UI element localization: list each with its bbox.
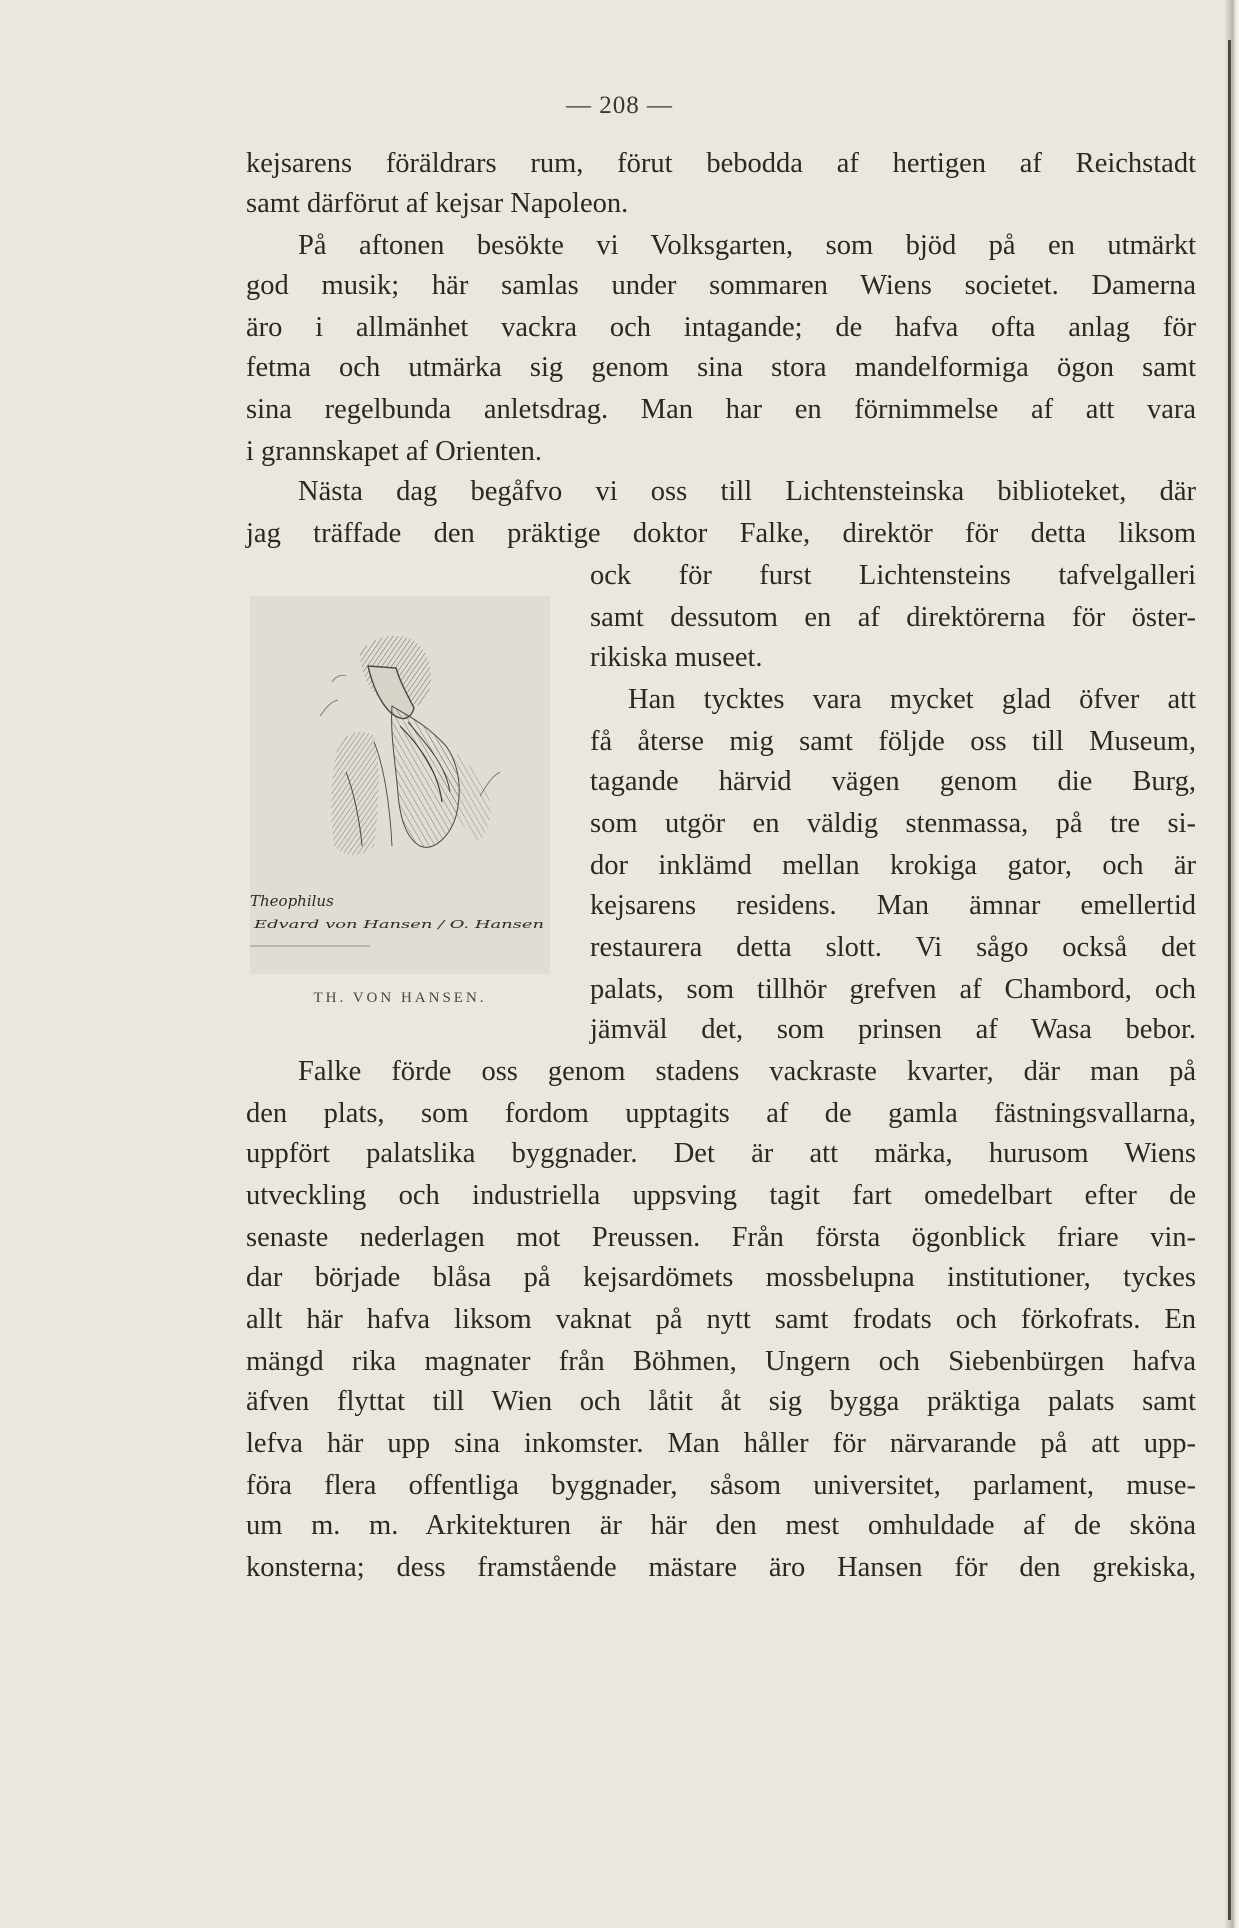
signature-line-1: Theophilus	[250, 892, 334, 910]
text-line: palats, som tillhör grefven af Chambord, och	[590, 974, 1196, 1005]
text-line: um m. m. Arkitekturen är här den mest omhuldade af de sköna	[246, 1510, 1196, 1541]
text-line: sina regelbunda anletsdrag. Man har en förnimmelse af att vara	[246, 394, 1196, 425]
text-line: få återse mig samt följde oss till Museum,	[590, 726, 1196, 757]
text-line: mängd rika magnater från Böhmen, Ungern och Siebenbürgen hafva	[246, 1346, 1196, 1377]
text-line: konsterna; dess framstående mästare äro Hansen för den grekiska,	[246, 1552, 1196, 1583]
text-line: föra flera offentliga byggnader, såsom universitet, parlament, muse-	[246, 1470, 1196, 1501]
text-line: fetma och utmärka sig genom sina stora mandelformiga ögon samt	[246, 352, 1196, 383]
text-line: samt dessutom en af direktörerna för öster-	[590, 602, 1196, 633]
text-line: lefva här upp sina inkomster. Man håller för närvarande på att upp-	[246, 1428, 1196, 1459]
text-line: På aftonen besökte vi Volksgarten, som bjöd på en utmärkt	[298, 230, 1196, 261]
figure-caption: TH. VON HANSEN.	[313, 990, 487, 1006]
text-line: den plats, som fordom upptagits af de gamla fästningsvallarna,	[246, 1098, 1196, 1129]
text-line: rikiska museet.	[590, 642, 763, 673]
text-line: jag träffade den präktige doktor Falke, direktör för detta liksom	[246, 518, 1196, 549]
text-line: jämväl det, som prinsen af Wasa bebor.	[590, 1014, 1196, 1045]
text-line: uppfört palatslika byggnader. Det är att märka, hurusom Wiens	[246, 1138, 1196, 1169]
text-line: ock för furst Lichtensteins tafvelgalleri	[590, 560, 1196, 591]
text-line: tagande härvid vägen genom die Burg,	[590, 766, 1196, 797]
text-line: restaurera detta slott. Vi sågo också det	[590, 932, 1196, 963]
signature-line-2: Edvard von Hansen / O. Hansen	[252, 918, 544, 931]
text-line: i grannskapet af Orienten.	[246, 436, 542, 467]
text-line: kejsarens residens. Man ämnar emellertid	[590, 890, 1196, 921]
text-line: dar började blåsa på kejsardömets mossbelupna institutioner, tyckes	[246, 1262, 1196, 1293]
text-line: samt därförut af kejsar Napoleon.	[246, 188, 629, 219]
text-line: äfven flyttat till Wien och låtit åt sig bygga präktiga palats samt	[246, 1386, 1196, 1417]
text-line: utveckling och industriella uppsving tagit fart omedelbart efter de	[246, 1180, 1196, 1211]
text-line: Falke förde oss genom stadens vackraste kvarter, där man på	[298, 1056, 1196, 1087]
portrait-sketch	[250, 596, 550, 974]
text-line: Nästa dag begåfvo vi oss till Lichtensteinska biblioteket, där	[298, 476, 1196, 507]
text-line: äro i allmänhet vackra och intagande; de hafva ofta anlag för	[246, 312, 1196, 343]
text-line: kejsarens föräldrars rum, förut bebodda af hertigen af Reichstadt	[246, 148, 1196, 179]
text-line: Han tycktes vara mycket glad öfver att	[628, 684, 1196, 715]
text-line: senaste nederlagen mot Preussen. Från första ögonblick friare vin-	[246, 1222, 1196, 1253]
text-line: dor inklämd mellan krokiga gator, och är	[590, 850, 1196, 881]
page-number: — 208 —	[566, 92, 673, 119]
text-line: allt här hafva liksom vaknat på nytt samt frodats och förkofrats. En	[246, 1304, 1196, 1335]
text-line: som utgör en väldig stenmassa, på tre si-	[590, 808, 1196, 839]
binding-line	[1228, 40, 1231, 1920]
text-line: god musik; här samlas under sommaren Wiens societet. Damerna	[246, 270, 1196, 301]
